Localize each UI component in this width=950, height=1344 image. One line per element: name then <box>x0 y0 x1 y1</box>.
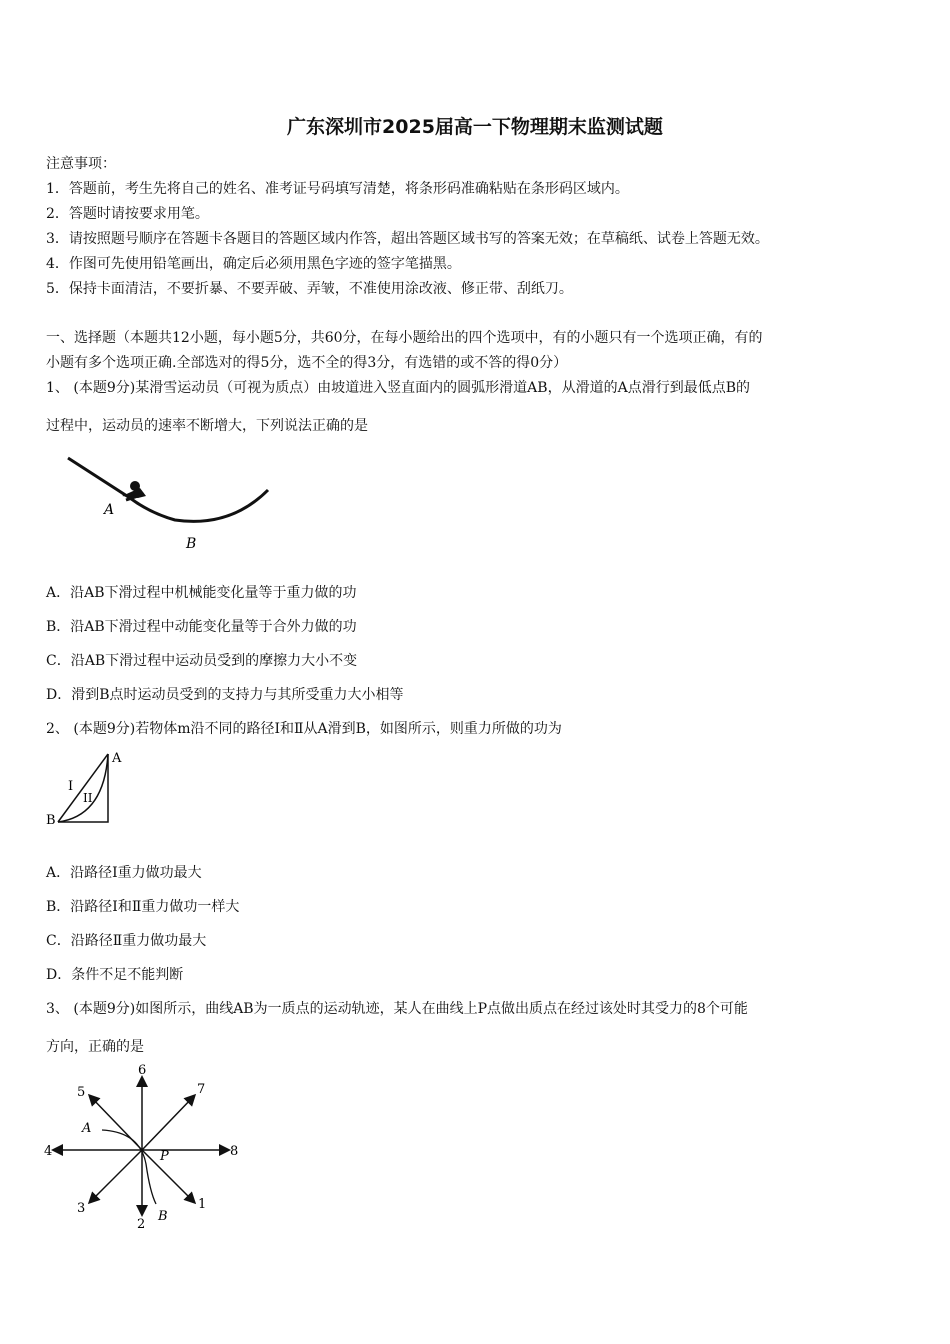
q1-option-b: B．沿AB下滑过程中动能变化量等于合外力做的功 <box>46 619 357 635</box>
q1-option-c: C．沿AB下滑过程中运动员受到的摩擦力大小不变 <box>46 653 358 669</box>
q3-label-b: B <box>158 1209 168 1224</box>
q1-ski-track-figure <box>60 448 280 558</box>
q3-label-5: 5 <box>77 1085 86 1100</box>
q3-trajectory-curve <box>102 1130 156 1204</box>
q2-fig-label-a: A <box>112 751 122 766</box>
notice-item-2: 2．答题时请按要求用笔。 <box>46 206 209 222</box>
q3-label-4: 4 <box>44 1144 53 1159</box>
notice-item-4: 4．作图可先使用铅笔画出，确定后必须用黑色字迹的签字笔描黑。 <box>46 256 461 272</box>
q3-label-6: 6 <box>138 1063 147 1078</box>
q1-fig-label-a: A <box>104 502 115 518</box>
q1-stem-line2: 过程中，运动员的速率不断增大，下列说法正确的是 <box>46 418 368 434</box>
q1-option-a: A．沿AB下滑过程中机械能变化量等于重力做的功 <box>46 585 357 601</box>
q1-stem-line1: 1、 (本题9分)某滑雪运动员（可视为质点）由坡道进入竖直面内的圆弧形滑道AB，从滑道的A点滑行到最低点B的 <box>46 380 750 396</box>
q2-option-c: C．沿路径Ⅱ重力做功最大 <box>46 933 207 949</box>
q3-label-2: 2 <box>137 1217 146 1232</box>
q1-track-curve <box>68 458 268 521</box>
notice-item-3: 3．请按照题号顺序在答题卡各题目的答题区域内作答，超出答题区域书写的答案无效；在草稿纸、试卷上答题无效。 <box>46 231 769 247</box>
q3-arrow-7 <box>142 1096 194 1150</box>
q2-fig-label-i: I <box>68 779 74 794</box>
q2-fig-label-ii: II <box>83 791 93 805</box>
q3-label-a: A <box>82 1121 92 1136</box>
q2-option-b: B．沿路径Ⅰ和Ⅱ重力做功一样大 <box>46 899 240 915</box>
page-title: 广东深圳市2025届高一下物理期末监测试题 <box>287 116 663 138</box>
section-intro-line2: 小题有多个选项正确.全部选对的得5分，选不全的得3分，有选错的或不答的得0分） <box>46 355 568 371</box>
q3-stem-line2: 方向，正确的是 <box>46 1039 144 1055</box>
q3-arrow-3 <box>90 1150 142 1202</box>
q3-stem-line1: 3、 (本题9分)如图所示，曲线AB为一质点的运动轨迹，某人在曲线上P点做出质点在经过该处时其受力的8个可能 <box>46 1001 748 1017</box>
q3-label-8: 8 <box>230 1144 239 1159</box>
q3-label-1: 1 <box>198 1197 207 1212</box>
q3-label-3: 3 <box>77 1201 86 1216</box>
q3-label-7: 7 <box>197 1082 206 1097</box>
skier-icon <box>122 481 146 500</box>
notice-item-1: 1．答题前，考生先将自己的姓名、准考证号码填写清楚，将条形码准确粘贴在条形码区域内。 <box>46 181 629 197</box>
q2-option-a: A．沿路径Ⅰ重力做功最大 <box>46 865 202 881</box>
q2-fig-label-b: B <box>46 813 56 828</box>
q1-option-d: D．滑到B点时运动员受到的支持力与其所受重力大小相等 <box>46 687 404 703</box>
notice-heading: 注意事项： <box>46 156 116 172</box>
q2-option-d: D．条件不足不能判断 <box>46 967 184 983</box>
q2-path-figure <box>44 748 134 830</box>
section-intro-line1: 一、选择题（本题共12小题，每小题5分，共60分，在每小题给出的四个选项中，有的小题只有一个选项正确，有的 <box>46 330 763 346</box>
q3-label-p: P <box>160 1149 169 1164</box>
q2-stem: 2、 (本题9分)若物体m沿不同的路径Ⅰ和Ⅱ从A滑到B，如图所示，则重力所做的功为 <box>46 721 562 737</box>
q3-force-direction-figure <box>40 1062 250 1234</box>
q1-fig-label-b: B <box>186 536 197 552</box>
notice-item-5: 5．保持卡面清洁，不要折暴、不要弄破、弄皱，不准使用涂改液、修正带、刮纸刀。 <box>46 281 573 297</box>
